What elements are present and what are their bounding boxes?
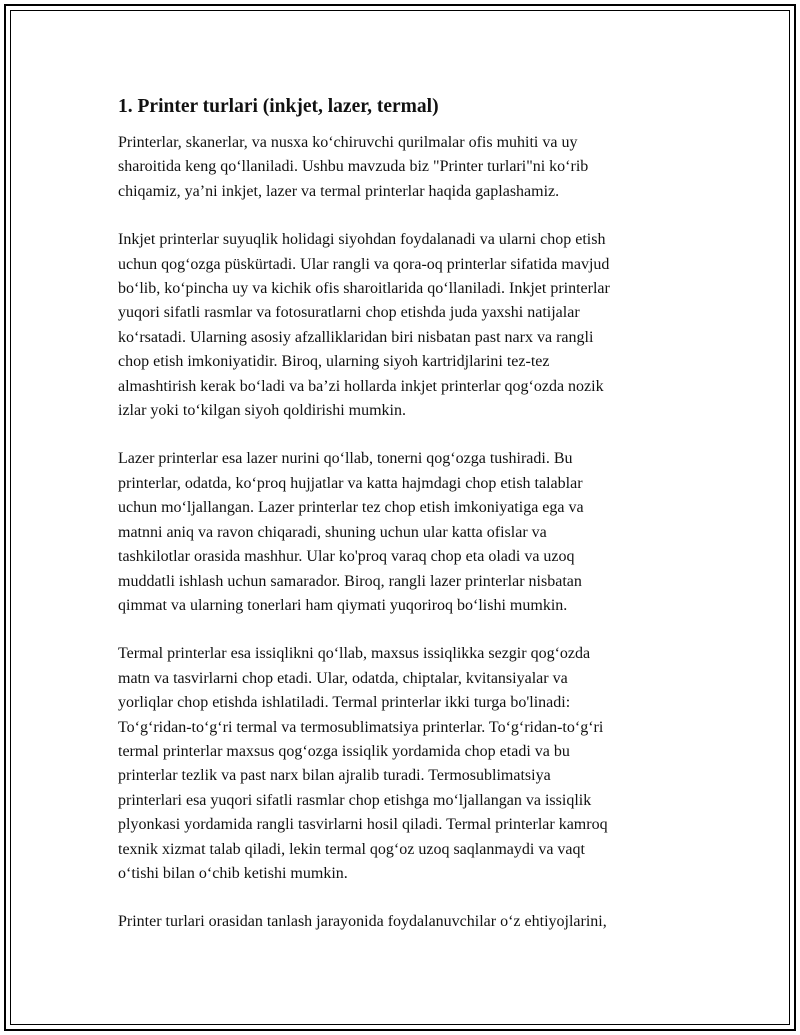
text-line: qimmat va ularning tonerlari ham qiymati yuqoriroq boʻlishi mumkin. [118, 596, 568, 614]
paragraph-laser [118, 447, 688, 618]
text-line: texnik xizmat talab qiladi, lekin termal qogʻoz uzoq saqlanmaydi va vaqt [118, 840, 585, 858]
paragraph-thermal [118, 642, 688, 886]
text-line: chop etish imkoniyatidir. Biroq, ularning siyoh kartridjlarini tez-tez [118, 353, 550, 371]
text-line: koʻrsatadi. Ularning asosiy afzalliklaridan biri nisbatan past narx va rangli [118, 328, 594, 346]
text-line: oʻtishi bilan oʻchib ketishi mumkin. [118, 864, 348, 882]
paragraph-intro [118, 131, 688, 204]
text-line: yorliqlar chop etishda ishlatiladi. Termal printerlar ikki turga bo'linadi: [118, 694, 571, 712]
text-line: sharoitida keng qoʻllaniladi. Ushbu mavzuda biz "Printer turlari"ni koʻrib [118, 158, 589, 176]
text-line: printerlari esa yuqori sifatli rasmlar chop etishga moʻljallangan va issiqlik [118, 791, 592, 809]
document-content [118, 94, 688, 959]
text-line: Termal printerlar esa issiqlikni qoʻllab, maxsus issiqlikka sezgir qogʻozda [118, 645, 591, 663]
text-line: Toʻgʻridan-toʻgʻri termal va termosublimatsiya printerlar. Toʻgʻridan-toʻgʻri [118, 718, 604, 736]
text-line: almashtirish kerak boʻladi va baʼzi hollarda inkjet printerlar qogʻozda nozik [118, 377, 604, 395]
text-line: uchun moʻljallangan. Lazer printerlar tez chop etish imkoniyatiga ega va [118, 499, 584, 517]
paragraph-inkjet [118, 228, 688, 423]
text-line: Printer turlari orasidan tanlash jarayonida foydalanuvchilar oʻz ehtiyojlarini, [118, 913, 607, 931]
text-line: chiqamiz, yaʼni inkjet, lazer va termal printerlar haqida gaplashamiz. [118, 182, 560, 200]
text-line: plyonkasi yordamida rangli tasvirlarni hosil qiladi. Termal printerlar kamroq [118, 816, 608, 834]
text-line: muddatli ishlash uchun samarador. Biroq, rangli lazer printerlar nisbatan [118, 572, 582, 590]
text-line: Lazer printerlar esa lazer nurini qoʻllab, tonerni qogʻozga tushiradi. Bu [118, 450, 573, 468]
text-line: Inkjet printerlar suyuqlik holidagi siyohdan foydalanadi va ularni chop etish [118, 231, 606, 249]
text-line: boʻlib, koʻpincha uy va kichik ofis sharoitlarida qoʻllaniladi. Inkjet printerlar [118, 280, 610, 298]
text-line: uchun qogʻozga püskürtadi. Ular rangli va qora-oq printerlar sifatida mavjud [118, 255, 610, 273]
section-title: 1. Printer turlari (inkjet, lazer, termal) [118, 96, 439, 117]
text-line: Printerlar, skanerlar, va nusxa koʻchiruvchi qurilmalar ofis muhiti va uy [118, 134, 578, 151]
text-line: matnni aniq va ravon chiqaradi, shuning uchun ular katta ofislar va [118, 523, 547, 541]
text-line: printerlar tezlik va past narx bilan ajralib turadi. Termosublimatsiya [118, 767, 551, 785]
text-line: printerlar, odatda, koʻproq hujjatlar va katta hajmdagi chop etish talablar [118, 474, 583, 492]
text-line: tashkilotlar orasida mashhur. Ular ko'proq varaq chop eta oladi va uzoq [118, 548, 575, 566]
text-line: yuqori sifatli rasmlar va fotosuratlarni chop etishda juda yaxshi natijalar [118, 304, 580, 322]
paragraph-conclusion [118, 910, 688, 934]
text-line: termal printerlar maxsus qogʻozga issiqlik yordamida chop etadi va bu [118, 742, 570, 760]
text-line: matn va tasvirlarni chop etadi. Ular, odatda, chiptalar, kvitansiyalar va [118, 669, 568, 687]
text-line: izlar yoki toʻkilgan siyoh qoldirishi mumkin. [118, 402, 406, 420]
